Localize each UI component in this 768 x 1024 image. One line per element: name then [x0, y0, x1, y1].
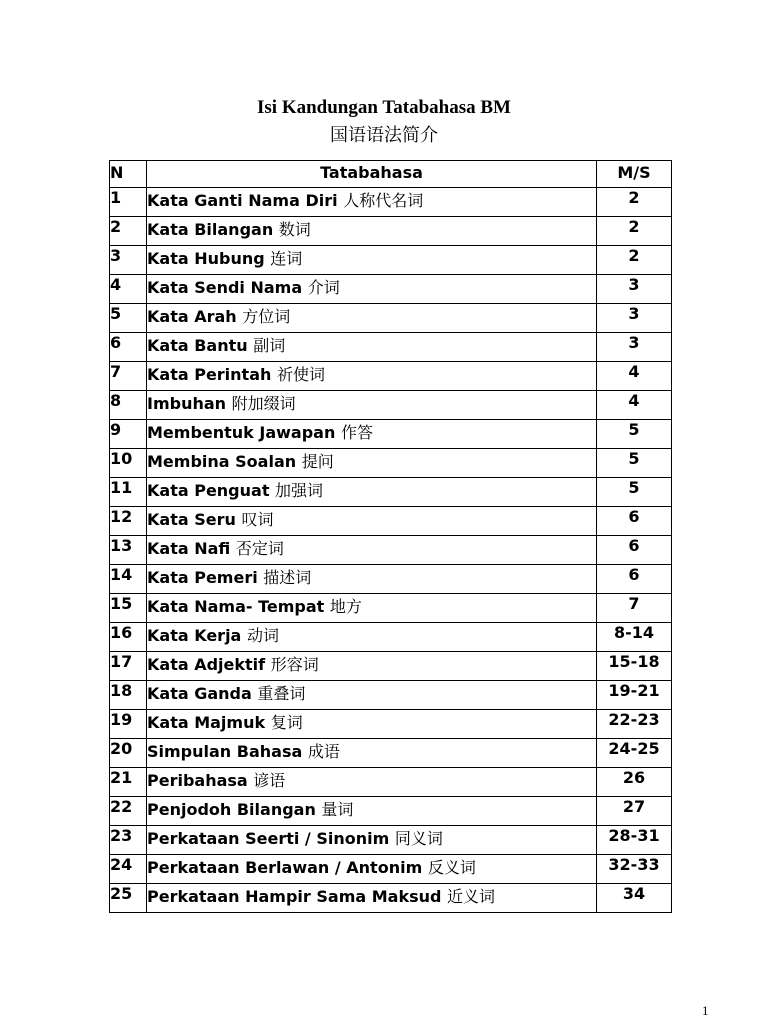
- row-number-text: 21: [110, 768, 133, 787]
- table-row: [110, 594, 672, 623]
- page-number: 1: [702, 1003, 709, 1018]
- topic-cell: [147, 623, 597, 652]
- page-reference: 32-33: [597, 855, 672, 884]
- topic-malay: Membentuk Jawapan: [147, 423, 336, 442]
- topic-chinese: 作答: [340, 423, 373, 442]
- topic-chinese: 数词: [278, 220, 311, 239]
- page-reference: 7: [597, 594, 672, 623]
- row-number: [110, 855, 147, 884]
- row-number: [110, 797, 147, 826]
- topic-malay: Kata Kerja: [147, 626, 242, 645]
- table-row: [110, 391, 672, 420]
- column-header-page: M/S: [597, 161, 672, 188]
- topic-chinese: 成语: [307, 742, 340, 761]
- row-number: [110, 594, 147, 623]
- table-row: [110, 652, 672, 681]
- topic-cell: [147, 478, 597, 507]
- topic-malay: Penjodoh Bilangan: [147, 800, 316, 819]
- topic-chinese: 否定词: [235, 539, 284, 558]
- row-number: [110, 623, 147, 652]
- row-number: [110, 304, 147, 333]
- topic-malay: Kata Nafi: [147, 539, 231, 558]
- row-number-text: 6: [110, 333, 122, 352]
- topic-chinese: 动词: [246, 626, 279, 645]
- table-row: [110, 681, 672, 710]
- topic-malay: Simpulan Bahasa: [147, 742, 303, 761]
- row-number-text: 2: [110, 217, 122, 236]
- topic-malay: Kata Seru: [147, 510, 236, 529]
- topic-malay: Kata Pemeri: [147, 568, 258, 587]
- topic-chinese: 近义词: [447, 887, 496, 906]
- table-row: [110, 826, 672, 855]
- topic-chinese: 副词: [253, 336, 286, 355]
- table-row: [110, 768, 672, 797]
- row-number: [110, 217, 147, 246]
- topic-chinese: 谚语: [253, 771, 286, 790]
- topic-malay: Kata Penguat: [147, 481, 270, 500]
- row-number: [110, 536, 147, 565]
- topic-malay: Kata Adjektif: [147, 655, 266, 674]
- topic-chinese: 提问: [301, 452, 334, 471]
- page-reference: 15-18: [597, 652, 672, 681]
- topic-cell: [147, 449, 597, 478]
- topic-cell: [147, 884, 597, 913]
- page-reference: 2: [597, 246, 672, 275]
- document-title: Isi Kandungan Tatabahasa BM: [257, 97, 511, 118]
- topic-chinese: 叹词: [241, 510, 274, 529]
- row-number: [110, 826, 147, 855]
- table-row: [110, 623, 672, 652]
- row-number: [110, 449, 147, 478]
- page-reference: 6: [597, 565, 672, 594]
- topic-malay: Kata Hubung: [147, 249, 265, 268]
- table-row: [110, 246, 672, 275]
- topic-cell: [147, 710, 597, 739]
- row-number-text: 13: [110, 536, 133, 555]
- page-reference: 6: [597, 507, 672, 536]
- topic-malay: Kata Bantu: [147, 336, 248, 355]
- page-reference: 34: [597, 884, 672, 913]
- topic-chinese: 加强词: [275, 481, 324, 500]
- table-row: [110, 420, 672, 449]
- row-number: [110, 391, 147, 420]
- topic-cell: [147, 246, 597, 275]
- row-number: [110, 739, 147, 768]
- topic-cell: [147, 565, 597, 594]
- topic-cell: [147, 855, 597, 884]
- topic-malay: Imbuhan: [147, 394, 227, 413]
- row-number-text: 20: [110, 739, 133, 758]
- table-header-row: [110, 161, 672, 188]
- row-number-text: 5: [110, 304, 122, 323]
- document-subtitle: 国语语法简介: [330, 125, 438, 146]
- topic-malay: Membina Soalan: [147, 452, 297, 471]
- topic-cell: [147, 217, 597, 246]
- row-number: [110, 884, 147, 913]
- row-number: [110, 681, 147, 710]
- row-number: [110, 275, 147, 304]
- topic-cell: [147, 362, 597, 391]
- page-reference: 24-25: [597, 739, 672, 768]
- topic-cell: [147, 333, 597, 362]
- row-number: [110, 420, 147, 449]
- topic-cell: [147, 275, 597, 304]
- page-reference: 3: [597, 304, 672, 333]
- topic-chinese: 连词: [270, 249, 303, 268]
- page-reference: 5: [597, 420, 672, 449]
- page-reference: 8-14: [597, 623, 672, 652]
- topic-cell: [147, 507, 597, 536]
- topic-malay: Peribahasa: [147, 771, 248, 790]
- table-row: [110, 710, 672, 739]
- topic-malay: Kata Bilangan: [147, 220, 274, 239]
- topic-cell: [147, 768, 597, 797]
- topic-malay: Kata Majmuk: [147, 713, 266, 732]
- topic-chinese: 同义词: [394, 829, 443, 848]
- row-number-text: 19: [110, 710, 133, 729]
- row-number-text: 3: [110, 246, 122, 265]
- row-number-text: 25: [110, 884, 133, 903]
- topic-chinese: 人称代名词: [343, 191, 424, 210]
- topic-chinese: 祈使词: [276, 365, 325, 384]
- topic-malay: Perkataan Berlawan / Antonim: [147, 858, 423, 877]
- table-row: [110, 362, 672, 391]
- row-number-text: 15: [110, 594, 133, 613]
- row-number-text: 4: [110, 275, 122, 294]
- topic-malay: Kata Perintah: [147, 365, 272, 384]
- topic-cell: [147, 739, 597, 768]
- topic-chinese: 附加缀词: [231, 394, 296, 413]
- topic-cell: [147, 797, 597, 826]
- page-reference: 5: [597, 449, 672, 478]
- table-row: [110, 304, 672, 333]
- topic-cell: [147, 304, 597, 333]
- row-number: [110, 652, 147, 681]
- topic-malay: Kata Ganda: [147, 684, 252, 703]
- row-number-text: 22: [110, 797, 133, 816]
- table-row: [110, 884, 672, 913]
- topic-chinese: 方位词: [242, 307, 291, 326]
- row-number-text: 7: [110, 362, 122, 381]
- row-number-text: 9: [110, 420, 122, 439]
- row-number: [110, 478, 147, 507]
- row-number-text: 8: [110, 391, 122, 410]
- row-number: [110, 362, 147, 391]
- row-number: [110, 188, 147, 217]
- column-header-topic: Tatabahasa: [147, 161, 597, 188]
- topic-cell: [147, 536, 597, 565]
- page-reference: 2: [597, 188, 672, 217]
- page-reference: 5: [597, 478, 672, 507]
- row-number: [110, 507, 147, 536]
- table-body: [110, 188, 672, 913]
- table-row: [110, 855, 672, 884]
- topic-chinese: 形容词: [270, 655, 319, 674]
- topic-malay: Kata Nama- Tempat: [147, 597, 325, 616]
- table-row: [110, 333, 672, 362]
- page-reference: 22-23: [597, 710, 672, 739]
- topic-malay: Kata Sendi Nama: [147, 278, 303, 297]
- page-reference: 27: [597, 797, 672, 826]
- topic-cell: [147, 681, 597, 710]
- topic-chinese: 量词: [321, 800, 354, 819]
- topic-cell: [147, 420, 597, 449]
- topic-cell: [147, 188, 597, 217]
- row-number: [110, 710, 147, 739]
- contents-table: [109, 160, 672, 913]
- table-row: [110, 275, 672, 304]
- row-number-text: 24: [110, 855, 133, 874]
- column-header-number: N: [110, 161, 147, 188]
- table-row: [110, 739, 672, 768]
- topic-cell: [147, 652, 597, 681]
- page-reference: 26: [597, 768, 672, 797]
- row-number-text: 11: [110, 478, 133, 497]
- table-row: [110, 188, 672, 217]
- table-row: [110, 507, 672, 536]
- row-number-text: 17: [110, 652, 133, 671]
- row-number-text: 12: [110, 507, 133, 526]
- page-reference: 4: [597, 391, 672, 420]
- topic-cell: [147, 826, 597, 855]
- topic-malay: Perkataan Hampir Sama Maksud: [147, 887, 442, 906]
- page-reference: 6: [597, 536, 672, 565]
- page-reference: 4: [597, 362, 672, 391]
- topic-chinese: 复词: [270, 713, 303, 732]
- topic-cell: [147, 391, 597, 420]
- table-row: [110, 478, 672, 507]
- row-number: [110, 333, 147, 362]
- row-number-text: 16: [110, 623, 133, 642]
- row-number: [110, 768, 147, 797]
- topic-malay: Kata Arah: [147, 307, 237, 326]
- row-number: [110, 565, 147, 594]
- topic-chinese: 描述词: [263, 568, 312, 587]
- page-reference: 3: [597, 333, 672, 362]
- topic-chinese: 地方: [329, 597, 362, 616]
- topic-chinese: 反义词: [427, 858, 476, 877]
- row-number: [110, 246, 147, 275]
- page-reference: 19-21: [597, 681, 672, 710]
- topic-cell: [147, 594, 597, 623]
- page-reference: 3: [597, 275, 672, 304]
- table-row: [110, 797, 672, 826]
- row-number-text: 14: [110, 565, 133, 584]
- topic-chinese: 介词: [307, 278, 340, 297]
- row-number-text: 1: [110, 188, 122, 207]
- row-number-text: 23: [110, 826, 133, 845]
- page-reference: 28-31: [597, 826, 672, 855]
- topic-chinese: 重叠词: [257, 684, 306, 703]
- table-row: [110, 217, 672, 246]
- page-reference: 2: [597, 217, 672, 246]
- topic-malay: Perkataan Seerti / Sinonim: [147, 829, 390, 848]
- topic-malay: Kata Ganti Nama Diri: [147, 191, 338, 210]
- table-row: [110, 536, 672, 565]
- row-number-text: 10: [110, 449, 133, 468]
- row-number-text: 18: [110, 681, 133, 700]
- table-row: [110, 565, 672, 594]
- table-row: [110, 449, 672, 478]
